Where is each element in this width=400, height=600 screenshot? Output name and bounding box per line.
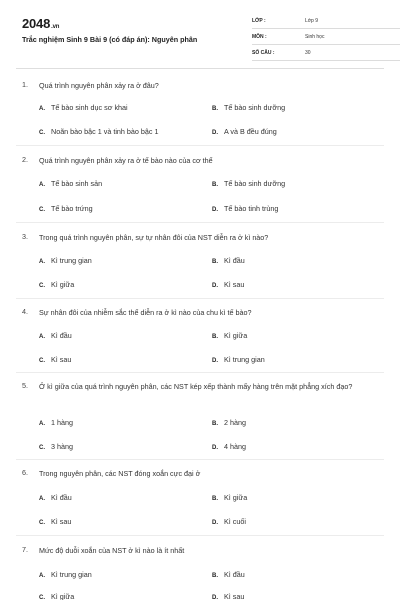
logo-tld: .vn [51,24,60,30]
question-text: Mức độ duỗi xoắn của NST ở kì nào là ít nhất [39,546,185,555]
question-text: Quá trình nguyên phân xảy ra ở đâu? [39,81,159,90]
meta-value: Sinh học [305,34,325,40]
option-letter: B. [212,421,218,427]
option-letter: C. [39,207,45,213]
question-number: 2. [22,155,28,164]
option-d[interactable] [212,355,265,364]
question-text: Trong quá trình nguyên phân, sự tự nhân đôi của NST diễn ra ở kì nào? [39,233,269,242]
quiz-meta [252,16,400,64]
option-text: Kì đầu [224,570,245,579]
option-text: 3 hàng [51,442,73,451]
option-c[interactable] [39,592,74,600]
option-letter: A. [39,106,45,112]
meta-value: 30 [305,50,311,56]
option-letter: A. [39,496,45,502]
option-text: Kì giữa [224,331,248,340]
question-divider [16,535,384,536]
option-text: Kì trung gian [51,256,92,265]
option-text: Kì sau [224,280,245,289]
option-letter: D. [212,445,218,451]
option-a[interactable] [39,570,92,579]
option-d[interactable] [212,592,244,600]
option-letter: D. [212,130,218,136]
option-b[interactable] [212,331,247,340]
option-letter: A. [39,259,45,265]
question-text: Sự nhân đôi của nhiễm sắc thể diễn ra ở kì nào của chu kì tế bào? [39,308,252,317]
option-c[interactable] [39,517,71,526]
option-text: Tế bào tinh trùng [224,204,279,213]
option-letter: B. [212,573,218,579]
option-b[interactable] [212,256,245,265]
question-text: Quá trình nguyên phân xảy ra ở tế bào nào của cơ thể [39,156,213,165]
option-a[interactable] [39,179,102,188]
option-letter: C. [39,520,45,526]
option-d[interactable] [212,204,278,213]
option-c[interactable] [39,204,93,213]
option-letter: B. [212,182,218,188]
meta-value: Lớp 9 [305,18,319,24]
logo-text: 2048 [22,16,51,31]
option-d[interactable] [212,127,277,136]
option-c[interactable] [39,280,74,289]
option-letter: A. [39,573,45,579]
meta-row-subject [252,32,400,45]
option-letter: D. [212,358,218,364]
question-number: 6. [22,468,28,477]
option-text: Kì trung gian [51,570,92,579]
option-text: 1 hàng [51,418,73,427]
option-letter: A. [39,421,45,427]
option-letter: A. [39,334,45,340]
option-b[interactable] [212,570,245,579]
question-text: Trong nguyên phân, các NST đóng xoắn cực đại ở [39,469,201,478]
question-number: 4. [22,307,28,316]
question-number: 1. [22,80,28,89]
option-b[interactable] [212,103,285,112]
option-d[interactable] [212,442,246,451]
option-text: Kì sau [51,517,72,526]
option-text: 2 hàng [224,418,246,427]
option-text: A và B đều đúng [224,127,277,136]
option-text: Kì cuối [224,517,246,526]
option-letter: C. [39,358,45,364]
option-letter: C. [39,595,45,600]
option-letter: D. [212,595,218,600]
option-text: Kì giữa [224,493,248,502]
option-text: Tế bào sinh dưỡng [224,179,286,188]
option-text: Kì sau [224,592,245,600]
option-letter: D. [212,283,218,289]
option-text: Tế bào sinh sản [51,179,103,188]
option-text: Kì đầu [51,331,72,340]
site-logo[interactable] [22,16,59,31]
option-letter: C. [39,130,45,136]
option-letter: A. [39,182,45,188]
header-divider [16,68,384,69]
option-a[interactable] [39,256,92,265]
question-divider [16,298,384,299]
option-letter: C. [39,283,45,289]
option-d[interactable] [212,280,244,289]
option-a[interactable] [39,331,72,340]
option-letter: B. [212,334,218,340]
meta-row-count [252,48,400,61]
option-a[interactable] [39,103,128,112]
page-title: Trắc nghiệm Sinh 9 Bài 9 (có đáp án): Nguyên phân [22,35,198,44]
option-letter: D. [212,520,218,526]
question-divider [16,222,384,223]
option-text: 4 hàng [224,442,246,451]
option-b[interactable] [212,493,247,502]
option-text: Kì đầu [224,256,245,265]
option-b[interactable] [212,179,285,188]
question-number: 3. [22,232,28,241]
question-divider [16,145,384,146]
option-letter: B. [212,259,218,265]
option-c[interactable] [39,355,71,364]
question-text: Ở kì giữa của quá trình nguyên phân, các NST kép xếp thành mấy hàng trên mặt phẳng xích đạo? [39,382,353,391]
option-text: Tế bào trứng [51,204,93,213]
meta-label: LỚP : [252,18,266,24]
option-a[interactable] [39,493,72,502]
option-text: Kì sau [51,355,72,364]
meta-label: MÔN : [252,34,267,40]
meta-row-grade [252,16,400,29]
option-text: Kì giữa [51,280,75,289]
question-divider [16,459,384,460]
question-number: 7. [22,545,28,554]
meta-label: SỐ CÂU : [252,50,275,56]
option-c[interactable] [39,127,159,136]
option-text: Kì trung gian [224,355,265,364]
page-header [22,14,382,66]
option-text: Tế bào sinh dục sơ khai [51,103,128,112]
option-text: Kì giữa [51,592,75,600]
option-text: Noãn bào bậc 1 và tinh bào bậc 1 [51,127,159,136]
option-text: Tế bào sinh dưỡng [224,103,286,112]
option-text: Kì đầu [51,493,72,502]
question-divider [16,372,384,373]
option-letter: B. [212,496,218,502]
option-c[interactable] [39,442,73,451]
option-d[interactable] [212,517,246,526]
option-a[interactable] [39,418,73,427]
option-letter: D. [212,207,218,213]
option-b[interactable] [212,418,246,427]
option-letter: B. [212,106,218,112]
question-number: 5. [22,381,28,390]
option-letter: C. [39,445,45,451]
